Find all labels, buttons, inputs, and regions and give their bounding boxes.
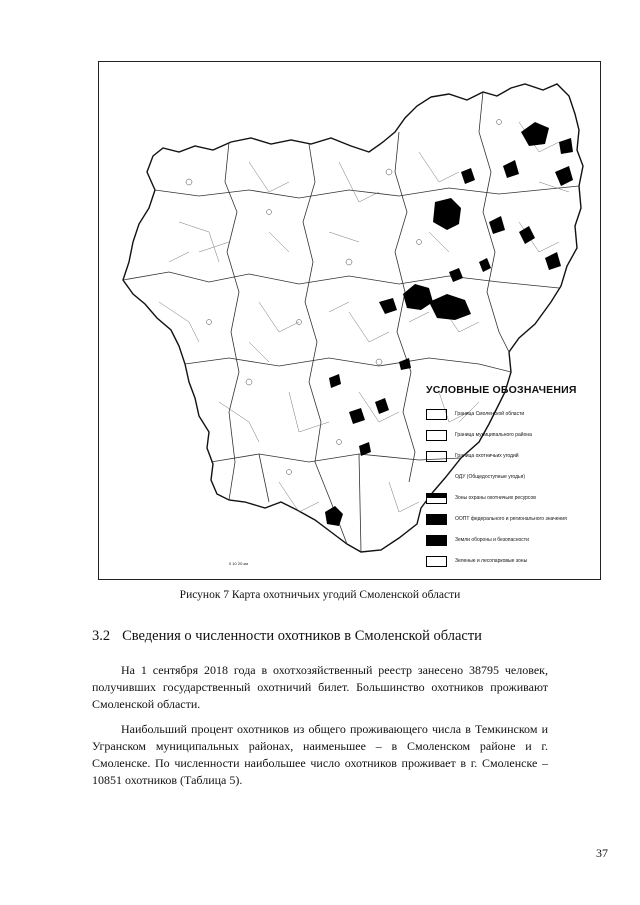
legend-label: Граница охотничьих угодий: [455, 452, 519, 459]
paragraph: На 1 сентября 2018 года в охотхозяйственный реестр занесено 38795 человек, получивших государственный охотничий билет. Большинство охотников проживают Смоленской области.: [92, 663, 548, 711]
figure-caption: Рисунок 7 Карта охотничьих угодий Смоленской области: [179, 589, 461, 601]
legend-swatch: [426, 493, 447, 504]
legend-swatch: [426, 514, 447, 525]
legend-item: [426, 446, 598, 467]
legend-item: [426, 467, 598, 488]
legend-item: [426, 551, 598, 572]
legend-swatch: [426, 535, 447, 546]
legend-swatch: [426, 451, 447, 462]
legend-label: Граница Смоленской области: [455, 410, 525, 417]
map-scalebar: 0 10 20 км: [229, 561, 248, 566]
legend-swatch: [426, 430, 447, 441]
legend-item: [426, 404, 598, 425]
section-title: Сведения о численности охотников в Смоленской области: [122, 628, 482, 644]
legend-item: [426, 425, 598, 446]
legend-label: ОДУ (Общедоступные угодья): [455, 473, 525, 480]
legend-label: ООПТ федерального и регионального значения: [455, 515, 567, 522]
legend-swatch: [426, 472, 447, 483]
legend-swatch: [426, 556, 447, 567]
legend-item: [426, 530, 598, 551]
legend-label: Зеленые и лесопарковые зоны: [455, 557, 528, 564]
hunting-grounds-map-figure: [98, 61, 601, 580]
legend-label: Зоны охраны охотничьих ресурсов: [455, 494, 536, 501]
paragraph: Наибольший процент охотников из общего проживающего числа в Темкинском и Угранском муниципальных районах, наименьшее – в Смоленском районе и г. Смоленске. По численности наибольшее число охотников проживает в г. Смоленске – 10851 охотников (Таблица 5).: [92, 722, 548, 787]
section-heading: [92, 628, 482, 645]
legend-swatch: [426, 409, 447, 420]
legend-item: [426, 509, 598, 530]
legend-label: Граница муниципального района: [455, 431, 532, 438]
legend-title: УСЛОВНЫЕ ОБОЗНАЧЕНИЯ: [426, 384, 577, 396]
legend-label: Земли обороны и безопасности: [455, 536, 529, 543]
section-number: 3.2: [92, 628, 111, 644]
map-legend: [426, 384, 598, 572]
page-number: 37: [596, 846, 608, 860]
legend-item: [426, 488, 598, 509]
